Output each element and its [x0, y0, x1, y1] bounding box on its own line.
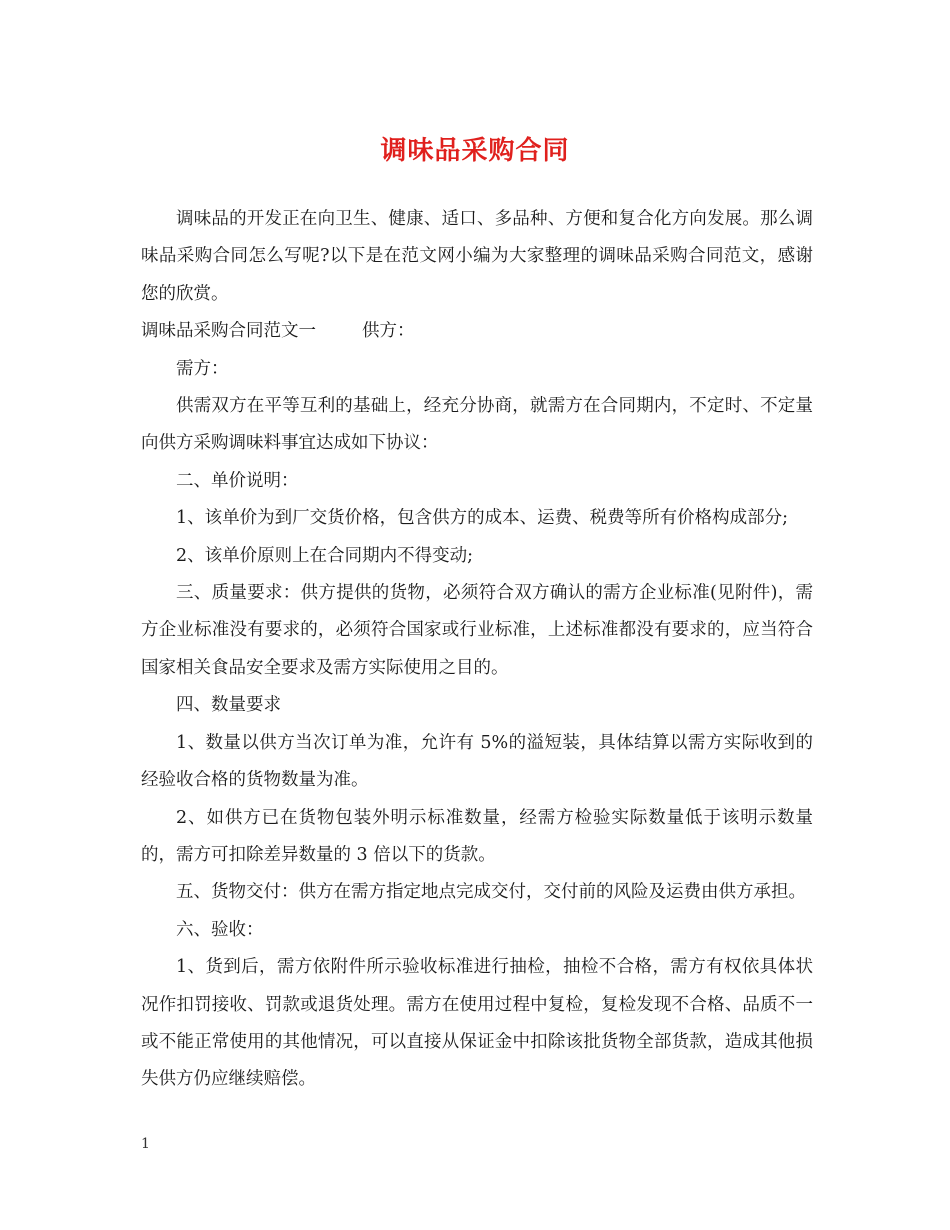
paragraph-delivery: 五、货物交付：供方在需方指定地点完成交付，交付前的风险及运费由供方承担。	[176, 882, 806, 903]
paragraph-agreement: 供需双方在平等互利的基础上，经充分协商，就需方在合同期内，不定时、不定量向供方采购调味料事宜达成如下协议：	[141, 396, 813, 454]
paragraph-quantity-2: 2、如供方已在货物包装外明示标准数量，经需方检验实际数量低于该明示数量的，需方可扣除差异数量的 3 倍以下的货款。	[141, 807, 813, 865]
document-body	[141, 201, 813, 1099]
paragraph-unit-price-2: 2、该单价原则上在合同期内不得变动;	[176, 545, 474, 566]
sample-heading-text: 调味品采购合同范文一	[141, 321, 316, 342]
paragraph-sample-heading	[141, 313, 813, 350]
paragraph-quality: 三、质量要求：供方提供的货物，必须符合双方确认的需方企业标准(见附件)，需方企业标准没有要求的，必须符合国家或行业标准，上述标准都没有要求的，应当符合国家相关食品安全要求及需方实际使用之目的。	[141, 583, 813, 678]
paragraph-intro: 调味品的开发正在向卫生、健康、适口、多品种、方便和复合化方向发展。那么调味品采购合同怎么写呢?以下是在范文网小编为大家整理的调味品采购合同范文，感谢您的欣赏。	[141, 209, 813, 304]
document-title: 调味品采购合同	[380, 136, 570, 166]
paragraph-unit-price-1: 1、该单价为到厂交货价格，包含供方的成本、运费、税费等所有价格构成部分;	[176, 508, 789, 529]
section-heading-quantity: 四、数量要求	[176, 695, 281, 716]
section-heading-unit-price: 二、单价说明：	[176, 470, 299, 491]
paragraph-buyer: 需方：	[176, 358, 229, 379]
page-number: 1	[141, 1136, 150, 1152]
section-heading-acceptance: 六、验收：	[176, 919, 264, 940]
paragraph-quantity-1: 1、数量以供方当次订单为准，允许有 5%的溢短装，具体结算以需方实际收到的经验收合格的货物数量为准。	[141, 732, 813, 791]
paragraph-acceptance-1: 1、货到后，需方依附件所示验收标准进行抽检，抽检不合格，需方有权依具体状况作扣罚接收、罚款或退货处理。需方在使用过程中复检，复检发现不合格、品质不一或不能正常使用的其他情况，可以直接从保证金中扣除该批货物全部货款，造成其他损失供方仍应继续赔偿。	[141, 957, 813, 1090]
supplier-label: 供方：	[362, 321, 415, 342]
